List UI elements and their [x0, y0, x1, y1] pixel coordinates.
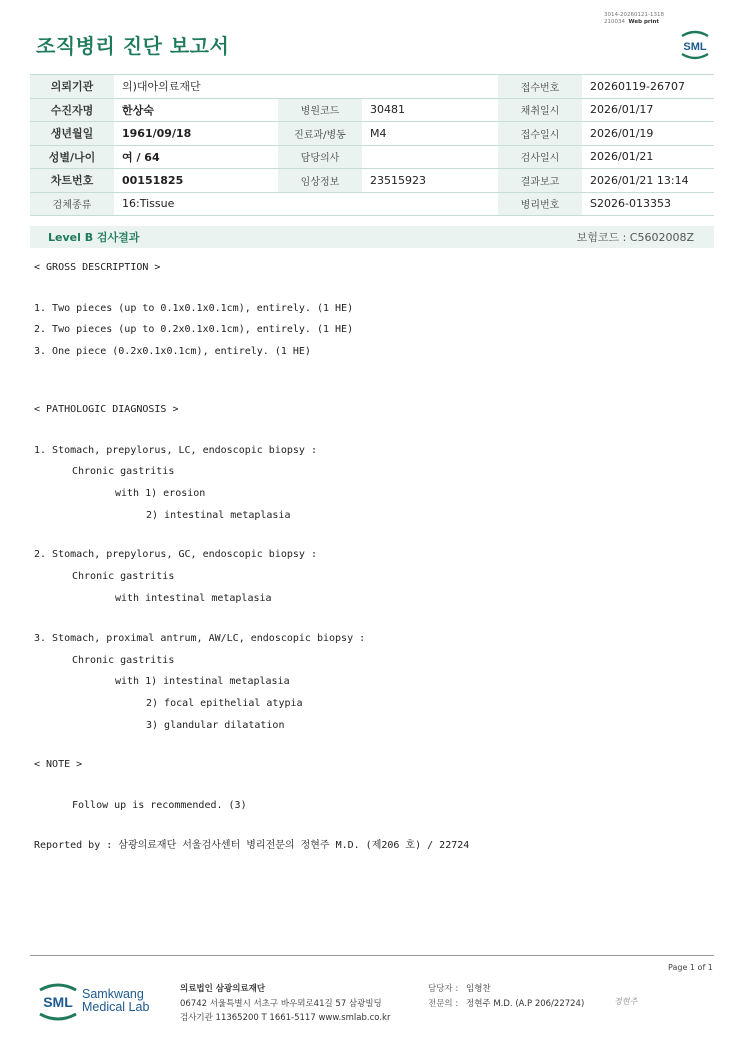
staff-label: 담당자 : — [428, 984, 459, 994]
accept-date-label: 접수일시 — [498, 122, 582, 146]
hospital-code-value: 30481 — [362, 98, 498, 122]
sex-age-label: 성별/나이 — [30, 145, 114, 169]
footer-staff-info — [428, 982, 584, 1011]
diagnosis-line: Chronic gastritis — [72, 571, 175, 582]
svg-text:SML: SML — [43, 994, 73, 1010]
diagnosis-line: with intestinal metaplasia — [115, 593, 272, 604]
note-header: < NOTE > — [34, 759, 83, 770]
pathology-no-label: 병리번호 — [498, 192, 582, 216]
clinical-info-label: 임상정보 — [278, 169, 362, 193]
gross-line: 3. One piece (0.2x0.1x0.1cm), entirely. (1 HE) — [34, 346, 311, 357]
table-row — [30, 145, 714, 169]
sex-age-value: 여 / 64 — [114, 145, 278, 169]
exam-date-label: 검사일시 — [498, 145, 582, 169]
note-text: Follow up is recommended. (3) — [72, 800, 247, 811]
footer-divider — [30, 955, 714, 956]
specialist-value: 정현주 M.D. (A.P 206/22724) — [466, 998, 585, 1009]
accept-no-value: 20260119-26707 — [582, 75, 714, 99]
gross-line: 2. Two pieces (up to 0.2x0.1x0.1cm), entirely. (1 HE) — [34, 324, 354, 335]
accept-date-value: 2026/01/19 — [582, 122, 714, 146]
company-address: 06742 서울특별시 서초구 바우뫼로41길 57 삼광빌딩 — [180, 998, 382, 1009]
hospital-code-label: 병원코드 — [278, 98, 362, 122]
doctor-value — [362, 145, 498, 169]
dept-label: 진료과/병동 — [278, 122, 362, 146]
specialist-label: 전문의 : — [428, 998, 459, 1009]
report-date-value: 2026/01/21 13:14 — [582, 169, 714, 193]
dob-value: 1961/09/18 — [114, 122, 278, 146]
specimen-value: 16:Tissue — [114, 192, 498, 216]
dept-value: M4 — [362, 122, 498, 146]
clinical-info-value: 23515923 — [362, 169, 498, 193]
level-bar — [30, 226, 714, 248]
report-date-label: 결과보고 — [498, 169, 582, 193]
diagnosis-line: with 1) intestinal metaplasia — [115, 676, 290, 687]
pathology-no-value: S2026-013353 — [582, 192, 714, 216]
specimen-label: 검체종류 — [30, 192, 114, 216]
report-title: 조직병리 진단 보고서 — [36, 34, 230, 58]
exam-date-value: 2026/01/21 — [582, 145, 714, 169]
table-row — [30, 98, 714, 122]
chart-no-label: 차트번호 — [30, 169, 114, 193]
sml-logo-icon — [676, 26, 714, 64]
diagnosis-line: Chronic gastritis — [72, 655, 175, 666]
chart-no-value: 00151825 — [114, 169, 278, 193]
agency-value: 의)대아의료재단 — [114, 75, 498, 99]
level-label: Level B 검사결과 — [48, 231, 140, 244]
collect-date-value: 2026/01/17 — [582, 98, 714, 122]
patient-name-value: 한상숙 — [114, 98, 278, 122]
table-row — [30, 192, 714, 216]
svg-text:SML: SML — [683, 41, 707, 53]
patient-info-table — [30, 74, 714, 216]
company-contact: 검사기관 11365200 T 1661-5117 www.smlab.co.kr — [180, 1013, 391, 1023]
diagnosis-line: 2) focal epithelial atypia — [146, 698, 303, 709]
page-number: Page 1 of 1 — [668, 963, 713, 972]
diagnosis-line: with 1) erosion — [115, 488, 206, 499]
sml-logo-icon — [36, 978, 80, 1026]
footer-brand: Samkwang Medical Lab — [82, 987, 150, 1014]
footer-company-info — [180, 982, 390, 1026]
diagnosis-item: 2. Stomach, prepylorus, GC, endoscopic biopsy : — [34, 549, 317, 560]
diagnosis-item: 1. Stomach, prepylorus, LC, endoscopic biopsy : — [34, 445, 317, 456]
table-row — [30, 75, 714, 99]
dob-label: 생년월일 — [30, 122, 114, 146]
diagnosis-header: < PATHOLOGIC DIAGNOSIS > — [34, 404, 179, 415]
reported-by: Reported by : 삼광의료재단 서울검사센터 병리전문의 정현주 M.D. (제206 호) / 22724 — [34, 840, 470, 851]
collect-date-label: 채취일시 — [498, 98, 582, 122]
table-row — [30, 122, 714, 146]
signature: 정현주 — [614, 997, 638, 1006]
accept-no-label: 접수번호 — [498, 75, 582, 99]
footer-logo — [36, 978, 166, 1028]
company-name: 의료법인 삼광의료재단 — [180, 984, 266, 994]
document-id: 3014-20260121-1318 210034 Web print — [604, 12, 664, 25]
diagnosis-line: 3) glandular dilatation — [146, 720, 285, 731]
patient-name-label: 수진자명 — [30, 98, 114, 122]
diagnosis-line: 2) intestinal metaplasia — [146, 510, 291, 521]
table-row — [30, 169, 714, 193]
staff-value: 임형찬 — [466, 984, 491, 994]
agency-label: 의뢰기관 — [30, 75, 114, 99]
gross-header: < GROSS DESCRIPTION > — [34, 262, 161, 273]
doctor-label: 담당의사 — [278, 145, 362, 169]
gross-line: 1. Two pieces (up to 0.1x0.1x0.1cm), entirely. (1 HE) — [34, 303, 354, 314]
insurance-code: 보험코드 : C5602008Z — [576, 231, 694, 244]
diagnosis-item: 3. Stomach, proximal antrum, AW/LC, endoscopic biopsy : — [34, 633, 366, 644]
diagnosis-line: Chronic gastritis — [72, 466, 175, 477]
